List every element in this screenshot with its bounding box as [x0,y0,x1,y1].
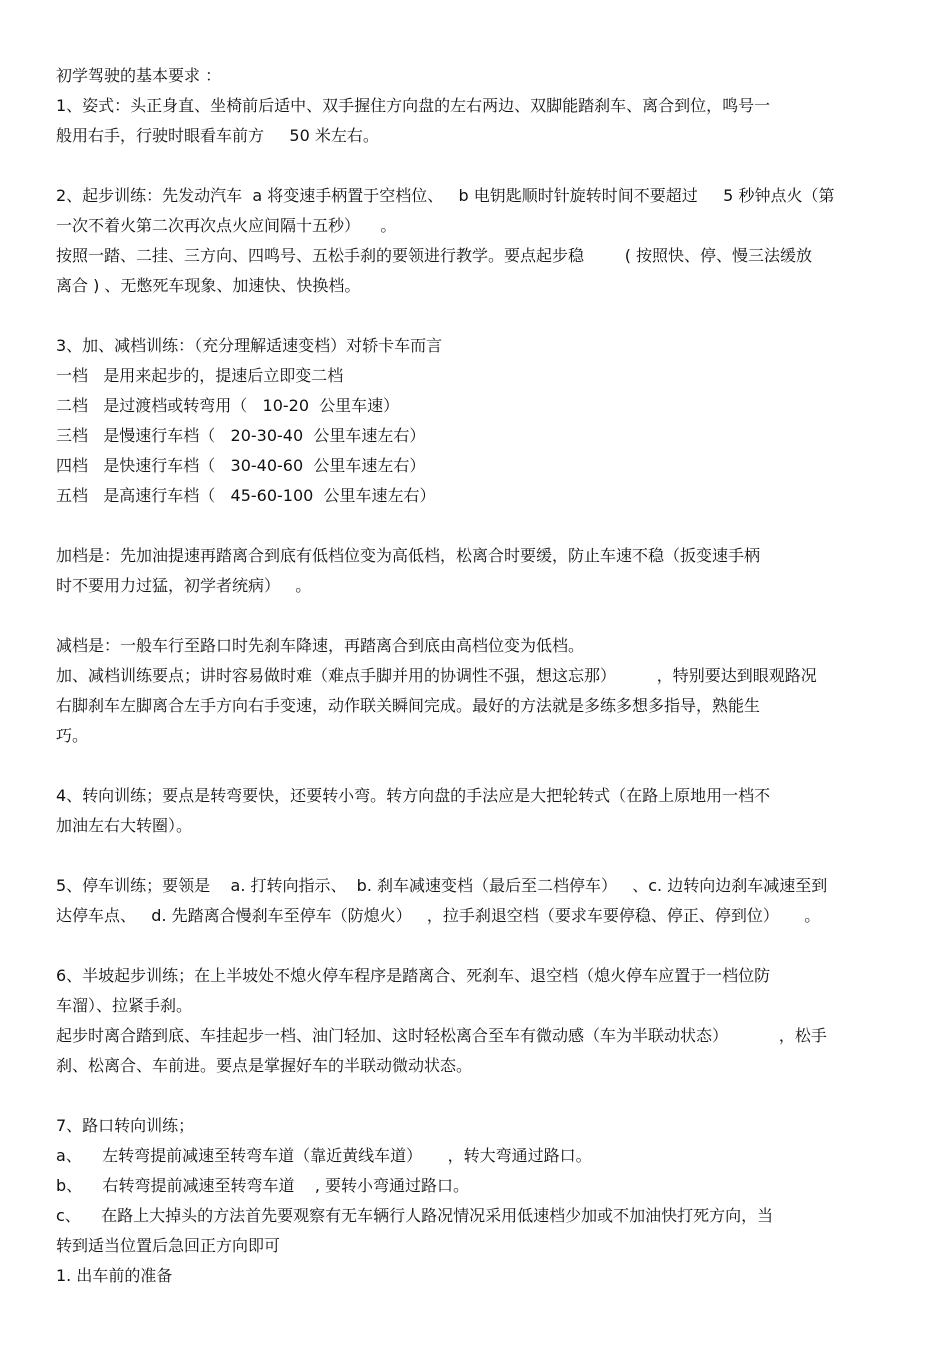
gear-item: 三档 是慢速行车档（ 20-30-40 公里车速左右） [56,426,426,445]
paragraph-line: 加油左右大转圈）。 [56,816,193,835]
paragraph-line: 右脚刹车左脚离合左手方向右手变速，动作联关瞬间完成。最好的方法就是多练多想多指导，熟能生 [56,696,761,715]
gear-item: 四档 是快速行车档（ 30-40-60 公里车速左右） [56,456,426,475]
paragraph-line: 2、起步训练：先发动汽车 a 将变速手柄置于空档位、 b 电钥匙顺时针旋转时间不要超过 5 秒钟点火（第 [56,186,835,205]
section-heading: 1. 出车前的准备 [56,1266,173,1285]
paragraph-line: 一次不着火第二次再次点火应间隔十五秒） 。 [56,216,397,235]
heading-basic-requirements: 初学驾驶的基本要求 ： [56,66,222,85]
paragraph-line: 巧。 [56,726,89,745]
gear-item: 一档 是用来起步的，提速后立即变二档 [56,366,344,385]
paragraph-line: 3、加、减档训练：（充分理解适速变档）对轿卡车而言 [56,336,443,355]
paragraph-line: 离合 ) 、无憋死车现象、加速快、快换档。 [56,276,361,295]
paragraph-line: 转到适当位置后急回正方向即可 [56,1236,281,1255]
paragraph-line: 减档是：一般车行至路口时先刹车降速，再踏离合到底由高档位变为低档。 [56,636,585,655]
paragraph-line: 般用右手，行驶时眼看车前方 50 米左右。 [56,126,379,145]
gear-item: 五档 是高速行车档（ 45-60-100 公里车速左右） [56,486,436,505]
list-item: a、 左转弯提前减速至转弯车道（靠近黄线车道） ，转大弯通过路口。 [56,1146,592,1165]
paragraph-line: 时不要用力过猛，初学者统病） 。 [56,576,312,595]
paragraph-line: 达停车点、 d. 先踏离合慢刹车至停车（防熄火） ，拉手刹退空档（要求车要停稳、停正、停到位） 。 [56,906,821,925]
paragraph-line: 7、路口转向训练； [56,1116,195,1135]
gear-item: 二档 是过渡档或转弯用（ 10-20 公里车速） [56,396,400,415]
paragraph-line: 5、停车训练；要领是 a. 打转向指示、 b. 刹车减速变档（最后至二档停车） 、c. 边转向边刹车减速至到 [56,876,828,895]
paragraph-line: 1、姿式：头正身直、坐椅前后适中、双手握住方向盘的左右两边、双脚能踏刹车、离合到位，鸣号一 [56,96,771,115]
list-item: b、 右转弯提前减速至转弯车道 , 要转小弯通过路口。 [56,1176,470,1195]
paragraph-line: 加档是：先加油提速再踏离合到底有低档位变为高低档，松离合时要缓，防止车速不稳（扳变速手柄 [56,546,761,565]
paragraph-line: 4、转向训练；要点是转弯要快，还要转小弯。转方向盘的手法应是大把轮转式（在路上原地用一档不 [56,786,771,805]
paragraph-line: 车溜）、拉紧手刹。 [56,996,193,1015]
paragraph-line: 刹、松离合、车前进。要点是掌握好车的半联动微动状态。 [56,1056,473,1075]
paragraph-line: 起步时离合踏到底、车挂起步一档、油门轻加、这时轻松离合至车有微动感（车为半联动状态） ，松手 [56,1026,827,1045]
paragraph-line: 按照一踏、二挂、三方向、四鸣号、五松手刹的要领进行教学。要点起步稳 ( 按照快、停、慢三法缓放 [56,246,813,265]
paragraph-line: 6、半坡起步训练；在上半坡处不熄火停车程序是踏离合、死刹车、退空档（熄火停车应置于一档位防 [56,966,771,985]
paragraph-line: 加、减档训练要点；讲时容易做时难（难点手脚并用的协调性不强，想这忘那） ，特别要达到眼观路况 [56,666,817,685]
list-item: c、 在路上大掉头的方法首先要观察有无车辆行人路况情况采用低速档少加或不加油快打死方向，当 [56,1206,774,1225]
